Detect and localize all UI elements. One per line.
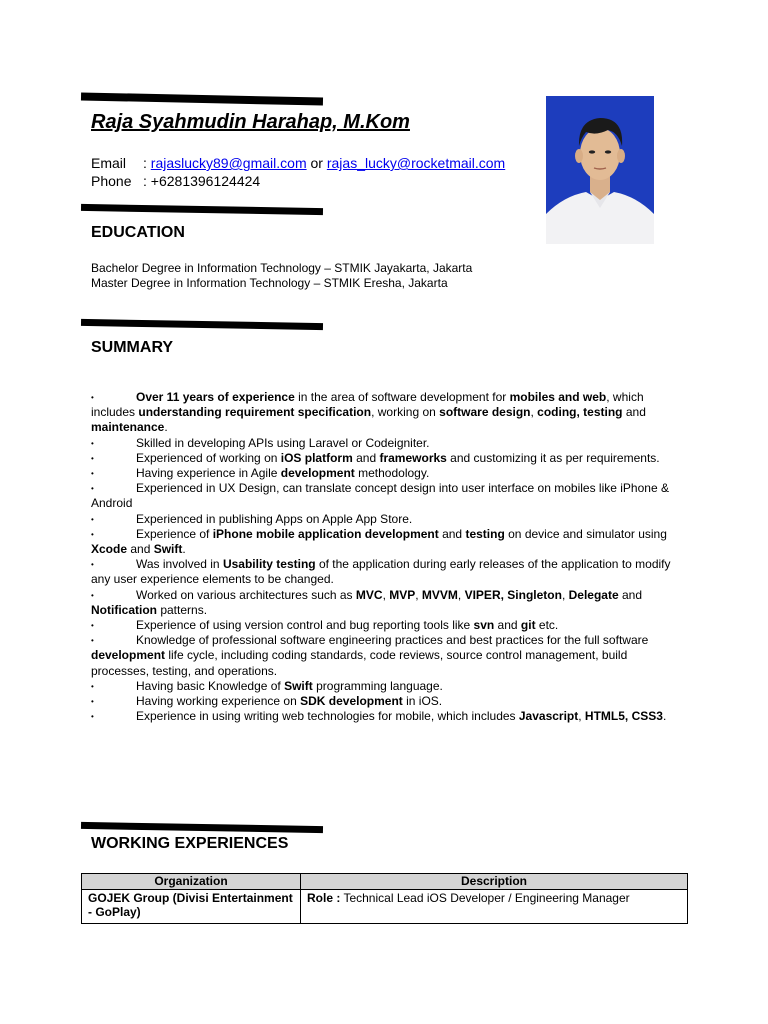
- phone-line: [91, 172, 260, 190]
- summary-bold-text: VIPER, Singleton: [464, 587, 562, 602]
- bullet-icon: •: [91, 712, 94, 722]
- summary-text: ,: [530, 405, 538, 420]
- education-heading: EDUCATION: [91, 224, 185, 241]
- summary-item: [91, 618, 676, 633]
- work-table-header-row: [82, 874, 688, 890]
- summary-text: Having basic Knowledge of: [136, 678, 285, 693]
- education-entry: Bachelor Degree in Information Technology – STMIK Jayakarta, Jakarta: [91, 261, 473, 275]
- summary-text: on device and simulator using: [504, 526, 667, 541]
- phone-label: Phone: [91, 173, 132, 189]
- profile-photo: [546, 96, 654, 244]
- summary-item: [91, 512, 676, 527]
- summary-item: [91, 390, 676, 436]
- summary-bold-text: git: [520, 618, 536, 633]
- summary-bold-text: Notification: [91, 602, 157, 617]
- summary-bold-text: Over 11 years of experience: [136, 390, 295, 404]
- email-label: Email: [91, 155, 127, 171]
- summary-text: ,: [382, 587, 390, 602]
- description-cell: [301, 890, 688, 924]
- candidate-name: Raja Syahmudin Harahap, M.Kom: [91, 111, 410, 133]
- summary-list: [91, 390, 676, 724]
- column-header-organization: Organization: [82, 874, 301, 890]
- bullet-icon: •: [91, 621, 94, 631]
- bullet-icon: •: [91, 560, 94, 570]
- summary-bold-text: svn: [473, 618, 495, 633]
- summary-text: .: [182, 542, 186, 557]
- summary-text: patterns.: [157, 602, 208, 617]
- summary-text: Experience of using version control and bug reporting tools like: [136, 618, 474, 633]
- email-link-secondary[interactable]: rajas_lucky@rocketmail.com: [326, 155, 506, 171]
- summary-bold-text: Delegate: [568, 587, 619, 602]
- summary-text: in iOS.: [402, 694, 443, 709]
- bullet-icon: •: [91, 697, 94, 707]
- summary-bold-text: iOS platform: [280, 450, 353, 465]
- education-list: [91, 261, 472, 291]
- summary-text: .: [662, 709, 667, 724]
- summary-text: Experienced in publishing Apps on Apple App Store.: [136, 511, 413, 526]
- summary-bold-text: Usability testing: [222, 557, 316, 572]
- bullet-icon: •: [91, 529, 94, 539]
- section-divider-top: [81, 92, 323, 105]
- summary-bold-text: Xcode: [91, 542, 128, 557]
- table-row: [82, 890, 688, 924]
- summary-item: [91, 481, 676, 511]
- email-separator: :: [143, 155, 147, 171]
- summary-item: [91, 588, 676, 618]
- summary-text: programming language.: [312, 678, 443, 693]
- summary-bold-text: maintenance: [91, 420, 165, 435]
- summary-bold-text: Swift: [284, 678, 313, 693]
- bullet-icon: •: [91, 514, 94, 524]
- bullet-icon: •: [91, 636, 94, 646]
- section-divider-work: [81, 822, 323, 833]
- summary-item: [91, 694, 676, 709]
- email-line: [91, 154, 505, 172]
- bullet-icon: •: [91, 681, 94, 691]
- summary-text: and: [352, 450, 380, 465]
- summary-bold-text: testing: [465, 526, 505, 541]
- bullet-icon: •: [91, 438, 94, 448]
- summary-text: and: [127, 542, 154, 557]
- summary-text: and: [438, 526, 466, 541]
- summary-bold-text: mobiles and web: [509, 390, 607, 404]
- summary-text: Experienced in UX Design, can translate concept design into user interface on mobiles like iPhone & Android: [91, 481, 669, 511]
- summary-bold-text: MVVM: [421, 587, 458, 602]
- summary-bold-text: frameworks: [379, 450, 447, 465]
- role-value: Technical Lead iOS Developer / Engineering Manager: [340, 891, 630, 905]
- summary-bold-text: Swift: [153, 542, 183, 557]
- summary-text: of the application during early releases of the application to modify any user experience elements to be changed.: [91, 557, 671, 587]
- bullet-icon: •: [91, 484, 94, 494]
- summary-text: life cycle, including coding standards, code reviews, source control management, build processes, testing, and operations.: [91, 648, 628, 678]
- summary-text: Skilled in developing APIs using Laravel or Codeigniter.: [136, 435, 430, 450]
- bullet-icon: •: [91, 469, 94, 479]
- summary-bold-text: MVP: [389, 587, 416, 602]
- summary-text: Worked on various architectures such as: [136, 587, 356, 602]
- summary-text: Experience of: [136, 526, 213, 541]
- summary-bold-text: software design: [439, 405, 531, 420]
- summary-text: and: [494, 618, 521, 633]
- summary-text: ,: [561, 587, 569, 602]
- summary-text: ,: [457, 587, 465, 602]
- summary-text: ,: [415, 587, 422, 602]
- email-or: or: [310, 155, 323, 171]
- phone-value: : +6281396124424: [143, 173, 261, 189]
- summary-item: [91, 557, 676, 587]
- summary-item: [91, 451, 676, 466]
- summary-text: etc.: [535, 618, 559, 633]
- profile-photo-illustration: [546, 96, 654, 244]
- summary-text: Experienced of working on: [136, 450, 281, 465]
- summary-text: and: [622, 405, 646, 420]
- bullet-icon: •: [91, 393, 94, 402]
- summary-bold-text: Javascript: [518, 709, 579, 724]
- summary-bold-text: MVC: [355, 587, 383, 602]
- summary-item: [91, 633, 676, 679]
- organization-cell: GOJEK Group (Divisi Entertainment - GoPlay): [82, 890, 301, 924]
- summary-item: [91, 466, 676, 481]
- summary-text: and: [618, 587, 642, 602]
- summary-text: , which includes: [91, 390, 644, 420]
- summary-text: Having working experience on: [136, 694, 301, 709]
- summary-item: [91, 709, 676, 724]
- summary-text: , working on: [371, 405, 440, 420]
- bullet-icon: •: [91, 453, 94, 463]
- summary-bold-text: understanding requirement specification: [138, 405, 372, 420]
- summary-text: .: [164, 420, 168, 435]
- bullet-icon: •: [91, 590, 94, 600]
- summary-bold-text: SDK development: [300, 694, 403, 709]
- work-heading: WORKING EXPERIENCES: [91, 835, 289, 852]
- summary-bold-text: HTML5, CSS3: [584, 709, 663, 724]
- summary-text: Knowledge of professional software engineering practices and best practices for the full software: [136, 633, 649, 648]
- summary-heading: SUMMARY: [91, 339, 174, 356]
- summary-item: [91, 527, 676, 557]
- education-entry: Master Degree in Information Technology – STMIK Eresha, Jakarta: [91, 276, 448, 290]
- summary-text: in the area of software development for: [294, 390, 510, 404]
- summary-bold-text: development: [91, 648, 166, 663]
- summary-text: methodology.: [354, 466, 430, 481]
- summary-text: Having experience in Agile: [136, 466, 281, 481]
- summary-text: and customizing it as per requirements.: [446, 450, 660, 465]
- column-header-description: Description: [301, 874, 688, 890]
- summary-bold-text: iPhone mobile application development: [212, 526, 439, 541]
- summary-item: [91, 679, 676, 694]
- summary-text: Experience in using writing web technologies for mobile, which includes: [136, 709, 519, 724]
- work-table: [81, 873, 688, 924]
- summary-text: Was involved in: [136, 557, 223, 572]
- summary-text: ,: [578, 709, 585, 724]
- summary-bold-text: coding, testing: [537, 405, 623, 420]
- email-link-primary[interactable]: rajaslucky89@gmail.com: [150, 155, 307, 171]
- role-label: Role :: [307, 891, 341, 905]
- summary-item: [91, 436, 676, 451]
- section-divider-summary: [81, 319, 323, 330]
- summary-bold-text: development: [280, 466, 355, 481]
- section-divider-education: [81, 204, 323, 215]
